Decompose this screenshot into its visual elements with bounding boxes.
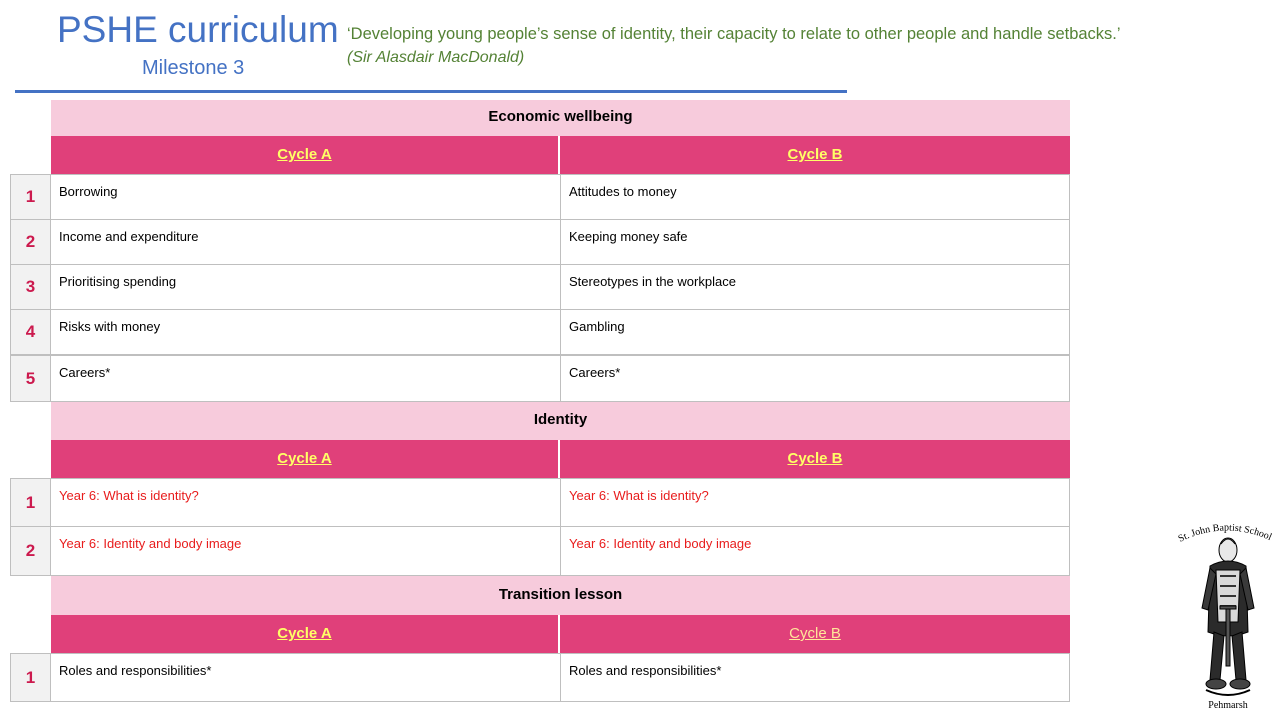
table-row [10,174,1070,220]
table-row [10,478,1070,527]
cycle-header-row [51,136,1070,174]
cycle-b-topic: Roles and responsibilities* [561,653,1070,702]
row-number: 2 [10,219,51,265]
quote-attribution: (Sir Alasdair MacDonald) [347,49,525,66]
row-number: 1 [10,174,51,220]
cycle-header-row [51,440,1070,478]
section-heading-economic-wellbeing: Economic wellbeing [51,100,1070,136]
page-title: PSHE curriculum [57,9,339,50]
cycle-a-topic: Borrowing [51,174,561,220]
row-number: 3 [10,264,51,310]
row-number: 5 [10,355,51,402]
cycle-a-link[interactable]: Cycle A [51,136,560,174]
header-divider [15,90,847,93]
cycle-a-topic: Roles and responsibilities* [51,653,561,702]
cycle-a-link[interactable]: Cycle A [51,440,560,478]
cycle-a-topic: Careers* [51,355,561,402]
cycle-b-link[interactable]: Cycle B [787,146,843,163]
cycle-a-topic: Year 6: What is identity? [51,478,561,527]
table-row [10,355,1070,402]
cycle-b-topic: Year 6: What is identity? [561,478,1070,527]
cycle-b-topic: Stereotypes in the workplace [561,264,1070,310]
school-location-text: Pehmarsh [1208,700,1248,711]
row-number: 1 [10,478,51,527]
table-row [10,309,1070,355]
school-name-text: St. John Baptist School [1176,522,1274,545]
cycle-b-topic: Year 6: Identity and body image [561,526,1070,576]
table-row [10,526,1070,576]
cycle-b-link[interactable]: Cycle B [787,450,843,467]
cycle-a-topic: Risks with money [51,309,561,355]
cycle-b-topic: Careers* [561,355,1070,402]
cycle-b-topic: Attitudes to money [561,174,1070,220]
cycle-b-link[interactable]: Cycle B [789,625,841,642]
table-row [10,264,1070,310]
cycle-a-topic: Income and expenditure [51,219,561,265]
row-number: 2 [10,526,51,576]
cycle-header-row [51,615,1070,653]
row-number: 1 [10,653,51,702]
cycle-a-topic: Prioritising spending [51,264,561,310]
cycle-a-topic: Year 6: Identity and body image [51,526,561,576]
row-number: 4 [10,309,51,355]
table-row [10,653,1070,702]
knight-figure-icon [1202,538,1254,695]
section-heading-transition-lesson: Transition lesson [51,576,1070,615]
cycle-b-topic: Gambling [561,309,1070,355]
cycle-b-topic: Keeping money safe [561,219,1070,265]
cycle-a-link[interactable]: Cycle A [51,615,560,653]
quote-text: ‘Developing young people’s sense of identity, their capacity to relate to other people and handle setbacks.’ [347,25,1121,43]
page-subtitle: Milestone 3 [142,57,245,79]
section-heading-identity: Identity [51,402,1070,440]
school-logo [1176,512,1280,712]
table-row [10,219,1070,265]
